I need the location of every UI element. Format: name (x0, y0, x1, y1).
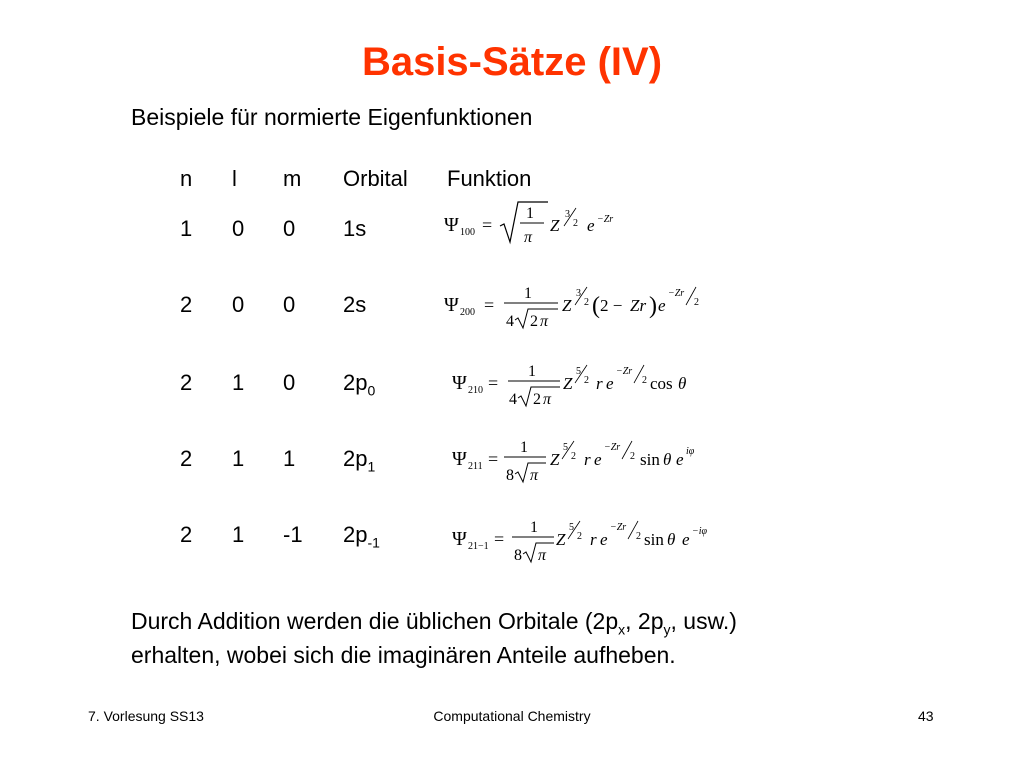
svg-text:2: 2 (533, 391, 541, 408)
svg-text:2: 2 (636, 531, 641, 542)
cell-orbital: $2p_1$ (343, 446, 376, 475)
svg-text:2: 2 (642, 375, 647, 386)
svg-text:e: e (594, 450, 602, 469)
psi-symbol: Ψ (444, 214, 459, 236)
coef-denominator: π (524, 229, 533, 246)
svg-text:8: 8 (514, 547, 522, 564)
svg-text:iφ: iφ (686, 446, 695, 457)
svg-text:2: 2 (630, 451, 635, 462)
svg-text:3: 3 (565, 209, 570, 220)
svg-text:π: π (530, 467, 539, 484)
svg-text:−iφ: −iφ (692, 526, 708, 537)
formula-psi-200 (442, 278, 712, 343)
footer-lecture: 7. Vorlesung SS13 (88, 708, 204, 724)
coef-numerator: 1 (524, 285, 532, 302)
slide-subtitle: Beispiele für normierte Eigenfunktionen (131, 104, 533, 130)
svg-text:Z: Z (556, 530, 566, 549)
svg-text:θ: θ (667, 530, 676, 549)
cell-orbital: $2p_0$ (343, 370, 376, 399)
svg-text:2: 2 (694, 297, 699, 308)
svg-text:π: π (540, 313, 549, 330)
coef-numerator: 1 (520, 439, 528, 456)
svg-text:−Zr: −Zr (616, 366, 633, 377)
note-line-2: erhalten, wobei sich die imaginären Anteile aufheben. (131, 642, 676, 668)
svg-text:−Zr: −Zr (604, 442, 621, 453)
cell-orbital: 2s (343, 292, 367, 317)
svg-text:2: 2 (577, 531, 582, 542)
svg-text:−Zr: −Zr (610, 522, 627, 533)
svg-text:8: 8 (506, 467, 514, 484)
slide-title: Basis-Sätze (IV) (361, 40, 663, 84)
svg-text:r: r (584, 450, 591, 469)
formula-psi-210 (442, 356, 722, 421)
svg-text:θ: θ (678, 374, 687, 393)
cell-l: 1 (232, 370, 245, 395)
svg-text:2 −: 2 − (600, 296, 623, 315)
cell-m: 0 (283, 216, 296, 241)
cell-l: 1 (232, 522, 245, 547)
coef-numerator: 1 (530, 519, 538, 536)
cell-l: 1 (232, 446, 245, 471)
svg-text:e: e (587, 216, 595, 235)
svg-text:r: r (596, 374, 603, 393)
svg-text:2: 2 (530, 313, 538, 330)
header-l: l (232, 166, 237, 191)
svg-text:3: 3 (576, 288, 581, 299)
psi-subscript: 21−1 (468, 541, 489, 552)
svg-text:(: ( (592, 293, 600, 319)
svg-text:Ψ: Ψ (452, 528, 467, 550)
svg-text:=: = (488, 373, 499, 393)
cell-m: 0 (283, 292, 296, 317)
svg-text:Ψ: Ψ (444, 294, 459, 316)
svg-text:Ψ: Ψ (452, 448, 467, 470)
header-m: m (283, 166, 302, 191)
svg-text:sin: sin (640, 450, 660, 469)
svg-text:−Zr: −Zr (597, 214, 614, 225)
svg-text:Z: Z (563, 374, 573, 393)
svg-text:e: e (682, 530, 690, 549)
svg-text:): ) (649, 293, 657, 319)
svg-text:=: = (484, 295, 495, 315)
svg-text:e: e (676, 450, 684, 469)
svg-text:2: 2 (584, 375, 589, 386)
svg-text:=: = (494, 529, 505, 549)
header-funktion: Funktion (447, 166, 532, 191)
coef-numerator: 1 (526, 205, 534, 222)
cell-n: 1 (180, 216, 193, 241)
svg-text:2: 2 (571, 451, 576, 462)
svg-text:Z: Z (562, 296, 572, 315)
svg-text:e: e (600, 530, 608, 549)
cell-orbital: 1s (343, 216, 367, 241)
svg-text:Z: Z (550, 450, 560, 469)
psi-subscript: 200 (460, 307, 475, 318)
svg-text:2: 2 (584, 297, 589, 308)
cell-orbital: $2p_{-1}$ (343, 522, 380, 551)
svg-text:Ψ: Ψ (452, 372, 467, 394)
cell-n: 2 (180, 292, 193, 317)
formula-psi-100 (442, 198, 642, 263)
svg-text:e: e (658, 296, 666, 315)
psi-subscript: 100 (460, 227, 475, 238)
svg-text:−Zr: −Zr (668, 288, 685, 299)
footer-course: Computational Chemistry (433, 708, 591, 724)
cell-m: 1 (283, 446, 296, 471)
header-orbital: Orbital (343, 166, 408, 191)
svg-text:π: π (543, 391, 552, 408)
cell-n: 2 (180, 370, 193, 395)
svg-text:θ: θ (663, 450, 672, 469)
svg-text:sin: sin (644, 530, 664, 549)
svg-text:cos: cos (650, 374, 673, 393)
svg-text:5: 5 (569, 522, 574, 533)
svg-text:=: = (488, 449, 499, 469)
header-n: n (180, 166, 193, 191)
note-line-1: Durch Addition werden die üblichen Orbitale ($2p_x$, $2p_y$, usw.) (131, 608, 737, 638)
footer-page-number: 43 (918, 708, 934, 724)
svg-text:2: 2 (573, 218, 578, 229)
svg-text:4: 4 (509, 391, 517, 408)
coef-numerator: 1 (528, 363, 536, 380)
svg-text:=: = (482, 215, 493, 235)
formula-psi-211 (442, 432, 722, 497)
cell-n: 2 (180, 446, 193, 471)
svg-text:Zr: Zr (630, 296, 647, 315)
svg-text:e: e (606, 374, 614, 393)
svg-text:5: 5 (563, 442, 568, 453)
formula-psi-21-1 (442, 512, 732, 577)
cell-m: -1 (283, 522, 303, 547)
cell-l: 0 (232, 216, 245, 241)
cell-l: 0 (232, 292, 245, 317)
psi-subscript: 210 (468, 385, 483, 396)
svg-text:π: π (538, 547, 547, 564)
svg-text:5: 5 (576, 366, 581, 377)
cell-n: 2 (180, 522, 193, 547)
svg-text:Z: Z (550, 216, 560, 235)
svg-text:4: 4 (506, 313, 514, 330)
svg-text:r: r (590, 530, 597, 549)
cell-m: 0 (283, 370, 296, 395)
psi-subscript: 211 (468, 461, 483, 472)
